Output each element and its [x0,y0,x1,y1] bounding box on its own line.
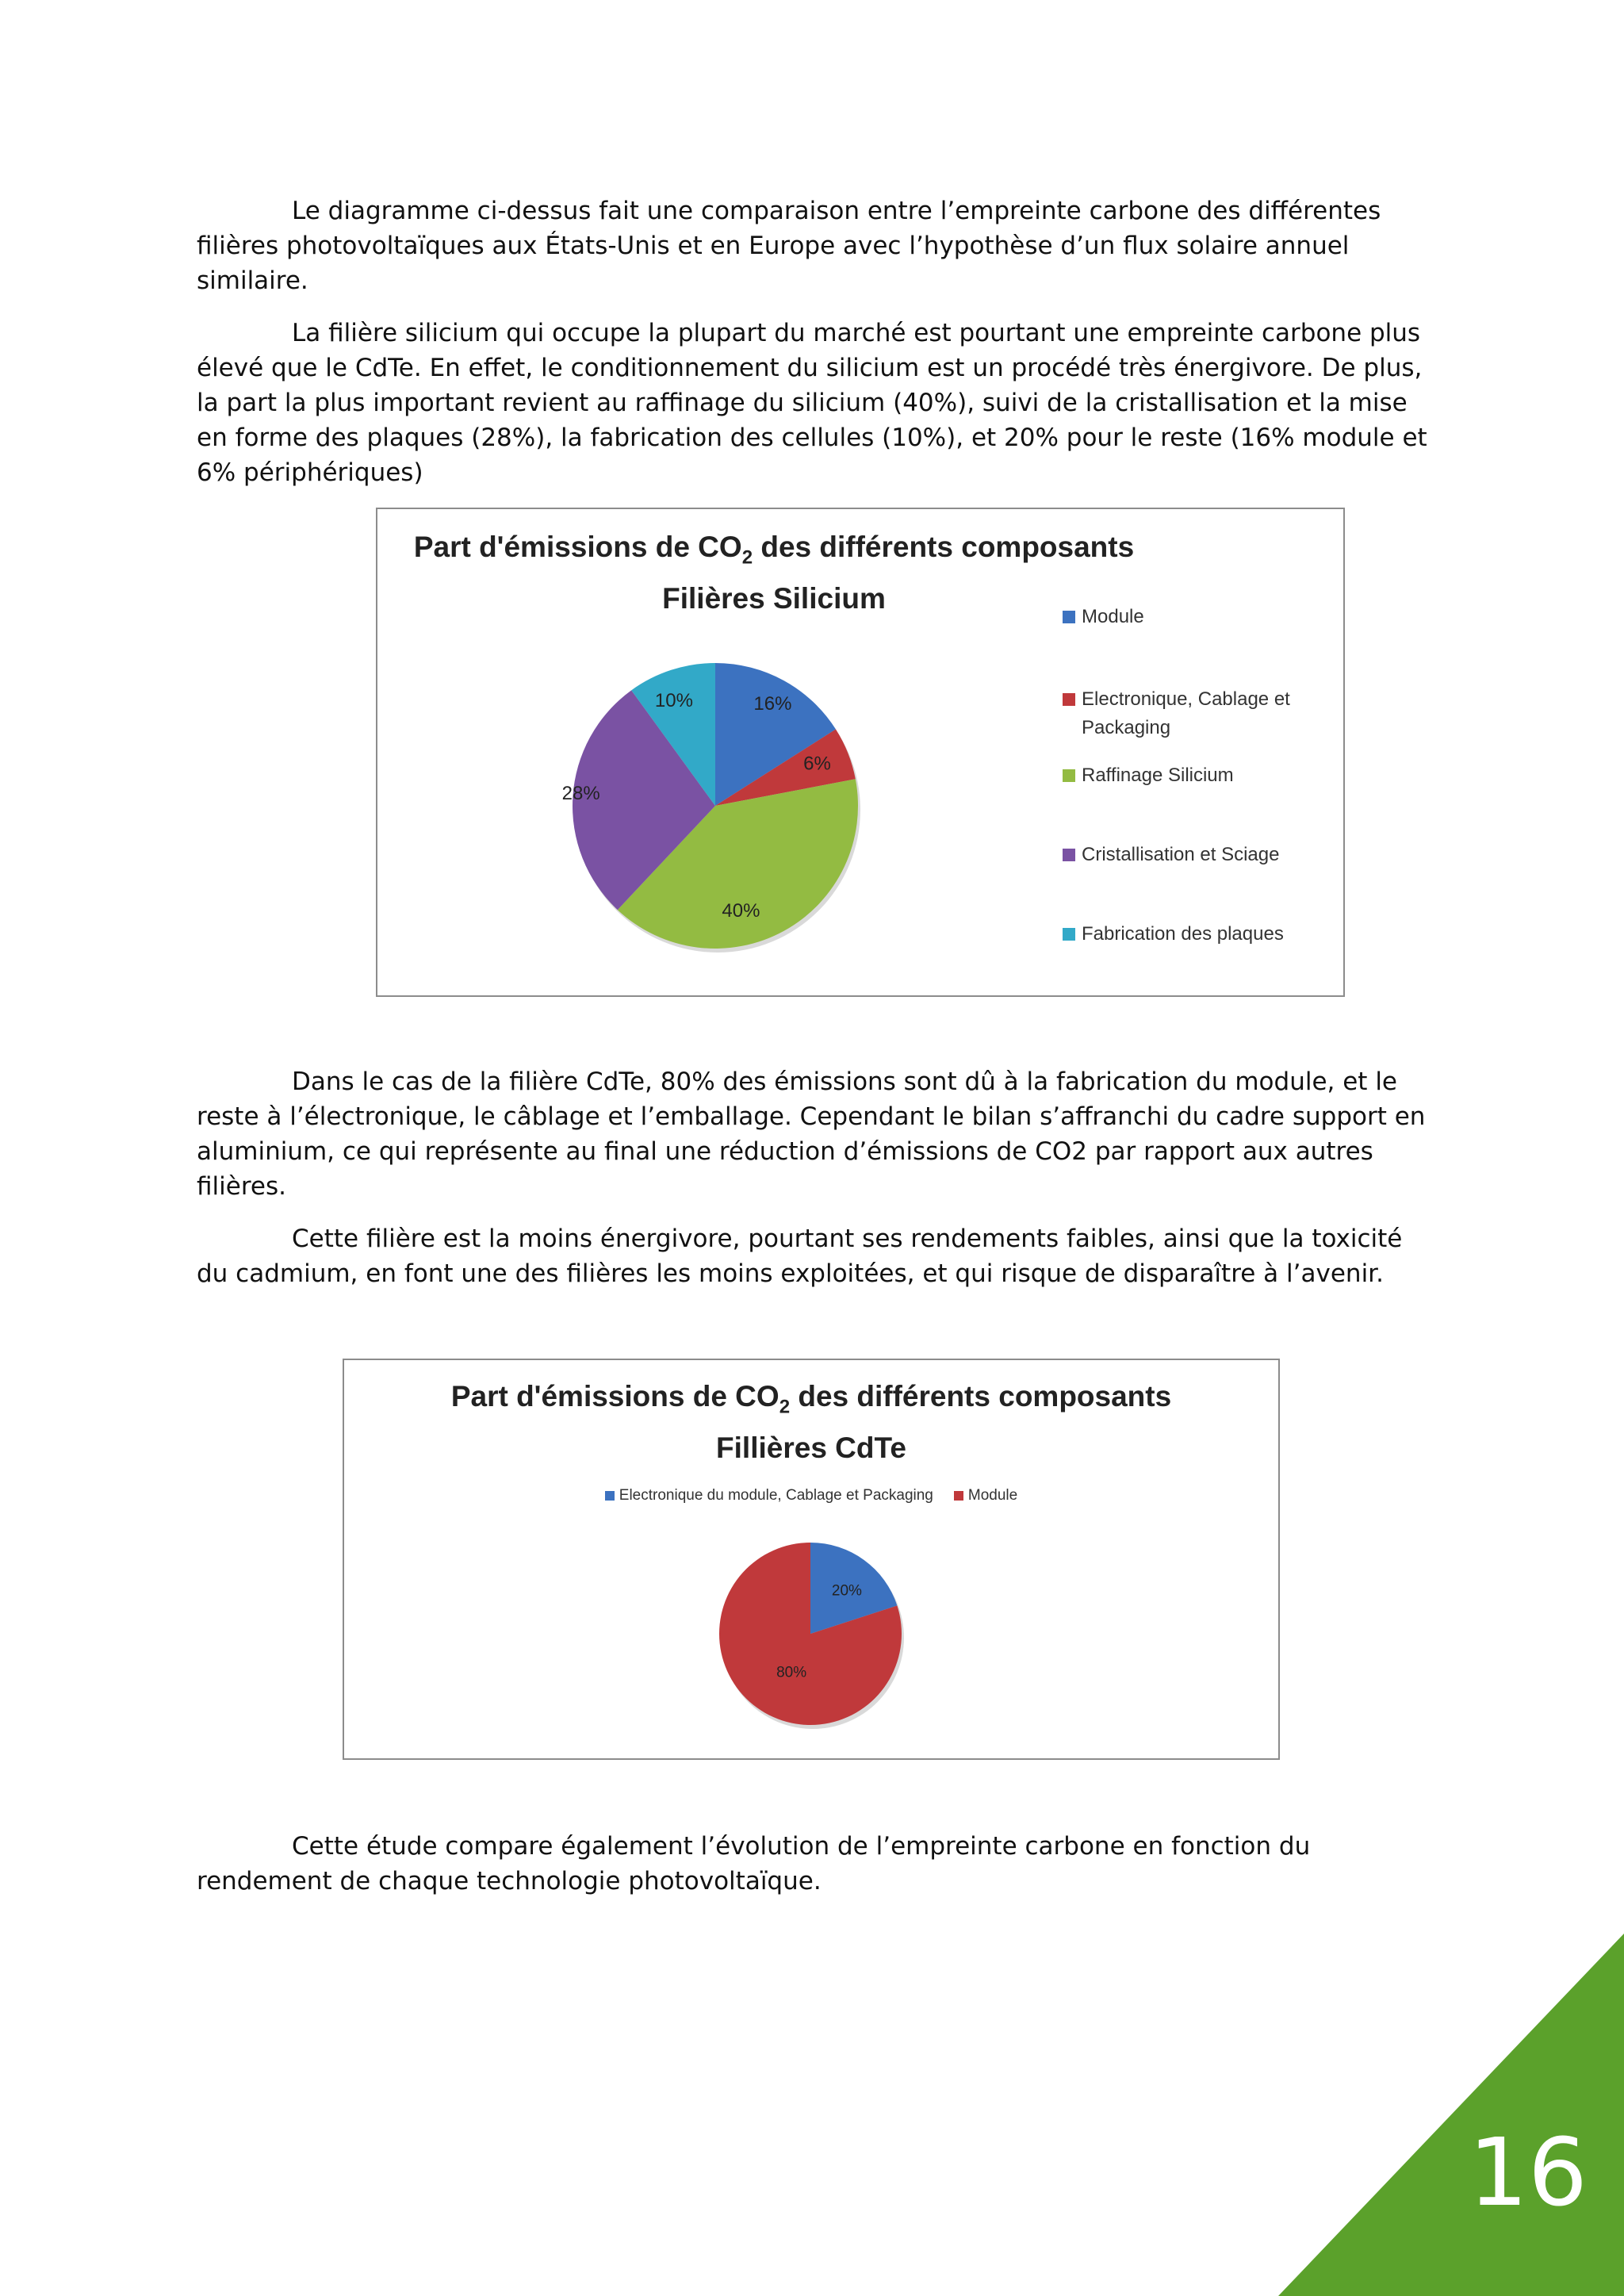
paragraph-intro: Le diagramme ci-dessus fait une comparaison entre l’empreinte carbone des différentes filières photovoltaïques aux États-Unis et en Europe avec l’hypothèse d’un flux solaire annuel similaire. [197,197,1381,295]
pie-label-4: 10% [654,690,693,712]
pie-label-1: 80% [776,1664,807,1681]
pie-label-3: 28% [561,783,600,805]
legend-label: Module [967,1487,1018,1504]
legend-label: Electronique, Cablage et Packaging [1082,688,1290,738]
legend-label: Electronique du module, Cablage et Packaging [619,1487,933,1504]
pie-label-0: 20% [831,1582,862,1600]
pie-label-0: 16% [753,692,792,715]
paragraph-cdte: Dans le cas de la filière CdTe, 80% des émissions sont dû à la fabrication du module, et le reste à l’électronique, le câblage et l’emballage. Cependant le bilan s’affranchi du cadre support en aluminium, ce qui représente au final une réduction d’émissions de CO2 par rapport aux autres filières. [197,1068,1426,1201]
paragraph-silicium: La filière silicium qui occupe la plupart du marché est pourtant une empreinte carbone plus élevé que le CdTe. En effet, le conditionnement du silicium est un procédé très énergivore. De plus, la part la plus important revient au raffinage du silicium (40%), suivi de la cristallisation et la mise en forme des plaques (28%), la fabrication des cellules (10%), et 20% pour le reste (16% module et 6% périphériques) [197,319,1427,487]
legend-label: Fabrication des plaques [1082,923,1284,945]
pie-label-2: 40% [722,899,760,922]
chart-cdte-title: Part d'émissions de $CO_2$ des différents composants Fillières CdTe [450,1380,1172,1465]
legend-label: Cristallisation et Sciage [1082,844,1280,865]
chart-silicium-title: Part d'émissions de $CO_2$ des différents composants Filières Silicium [413,531,1135,615]
page-number: 16 [1468,2118,1588,2227]
legend-label: Module [1082,606,1144,627]
paragraph-energivore: Cette filière est la moins énergivore, pourtant ses rendements faibles, ainsi que la toxicité du cadmium, en font une des filières les moins exploitées, et qui risque de disparaître à l’avenir. [197,1225,1403,1288]
paragraph-conclusion: Cette étude compare également l’évolution de l’empreinte carbone en fonction du rendement de chaque technologie photovoltaïque. [197,1832,1311,1895]
pie-label-1: 6% [803,753,831,775]
legend-label: Raffinage Silicium [1082,765,1234,786]
